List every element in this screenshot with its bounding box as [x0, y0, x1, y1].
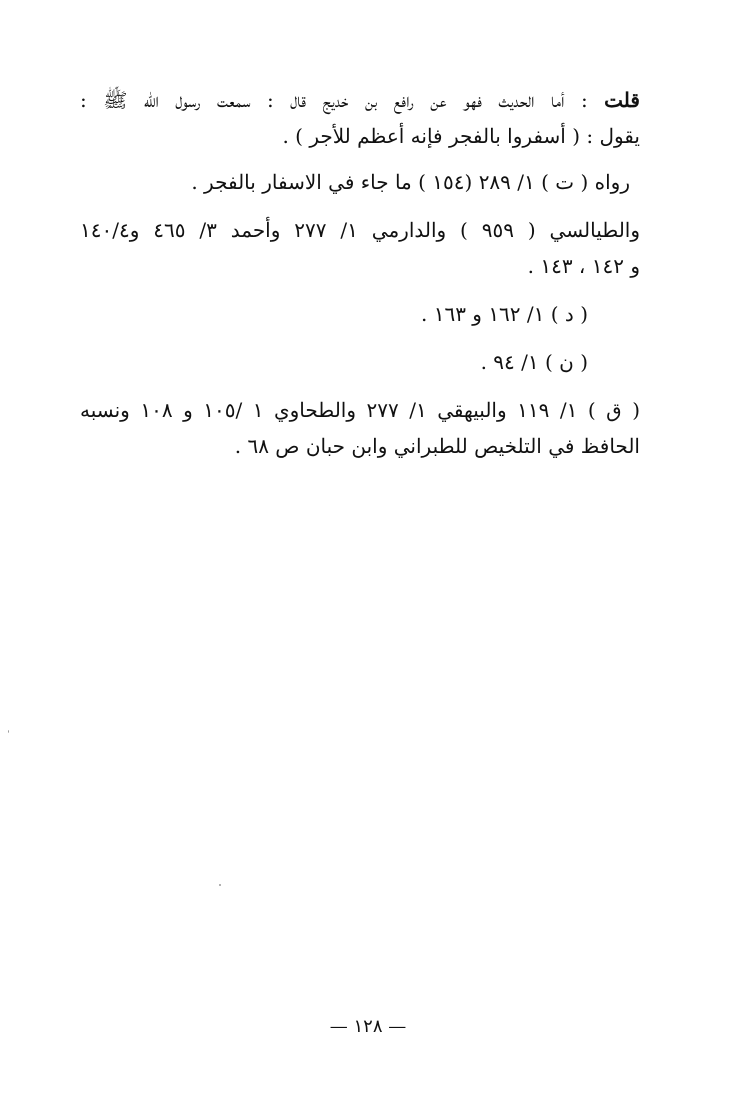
intro-paragraph: [80, 82, 640, 154]
reference-tirmidhi: [80, 164, 640, 200]
reference-ibnmajah-line-1: ( ق ) ١/ ١١٩ والبيهقي ١/ ٢٧٧ والطحاوي ١ /١٠٥ و ١٠٨ ونسبه: [80, 398, 640, 422]
reference-tayalisi-line-1: والطيالسي ( ٩٥٩ ) والدارمي ١/ ٢٧٧ وأحمد ٣/ ٤٦٥ و١٤٠/٤: [80, 218, 640, 242]
intro-line-1: [80, 82, 640, 118]
reference-abudawud-text: ( د ) ١/ ١٦٢ و ١٦٣ .: [420, 302, 588, 326]
reference-nasai: [80, 344, 640, 380]
main-text: [80, 82, 640, 476]
intro-line-2: يقول : ( أسفروا بالفجر فإنه أعظم للأجر ) .: [282, 124, 640, 148]
reference-tayalisi: [80, 212, 640, 284]
reference-nasai-text: ( ن ) ١/ ٩٤ .: [480, 350, 588, 374]
reference-ibnmajah-line-2: الحافظ في التلخيص للطبراني وابن حبان ص ٦٨ .: [234, 434, 640, 458]
reference-abudawud: [80, 296, 640, 332]
scan-speck: [219, 884, 221, 886]
page-number: — ١٢٨ —: [329, 1016, 407, 1037]
intro-line-1-text: : أما الحديث فهو عن رافع بن خديج قال : سمعت رسول الله ﷺ :: [80, 88, 605, 112]
reference-tirmidhi-text: رواه ( ت ) ١/ ٢٨٩ (١٥٤ ) ما جاء في الاسفار بالفجر .: [191, 170, 630, 194]
scan-speck: [8, 730, 9, 733]
intro-label: قلت: [604, 88, 640, 112]
reference-ibnmajah: [80, 392, 640, 464]
reference-tayalisi-line-2: و ١٤٢ ، ١٤٣ .: [527, 254, 640, 278]
